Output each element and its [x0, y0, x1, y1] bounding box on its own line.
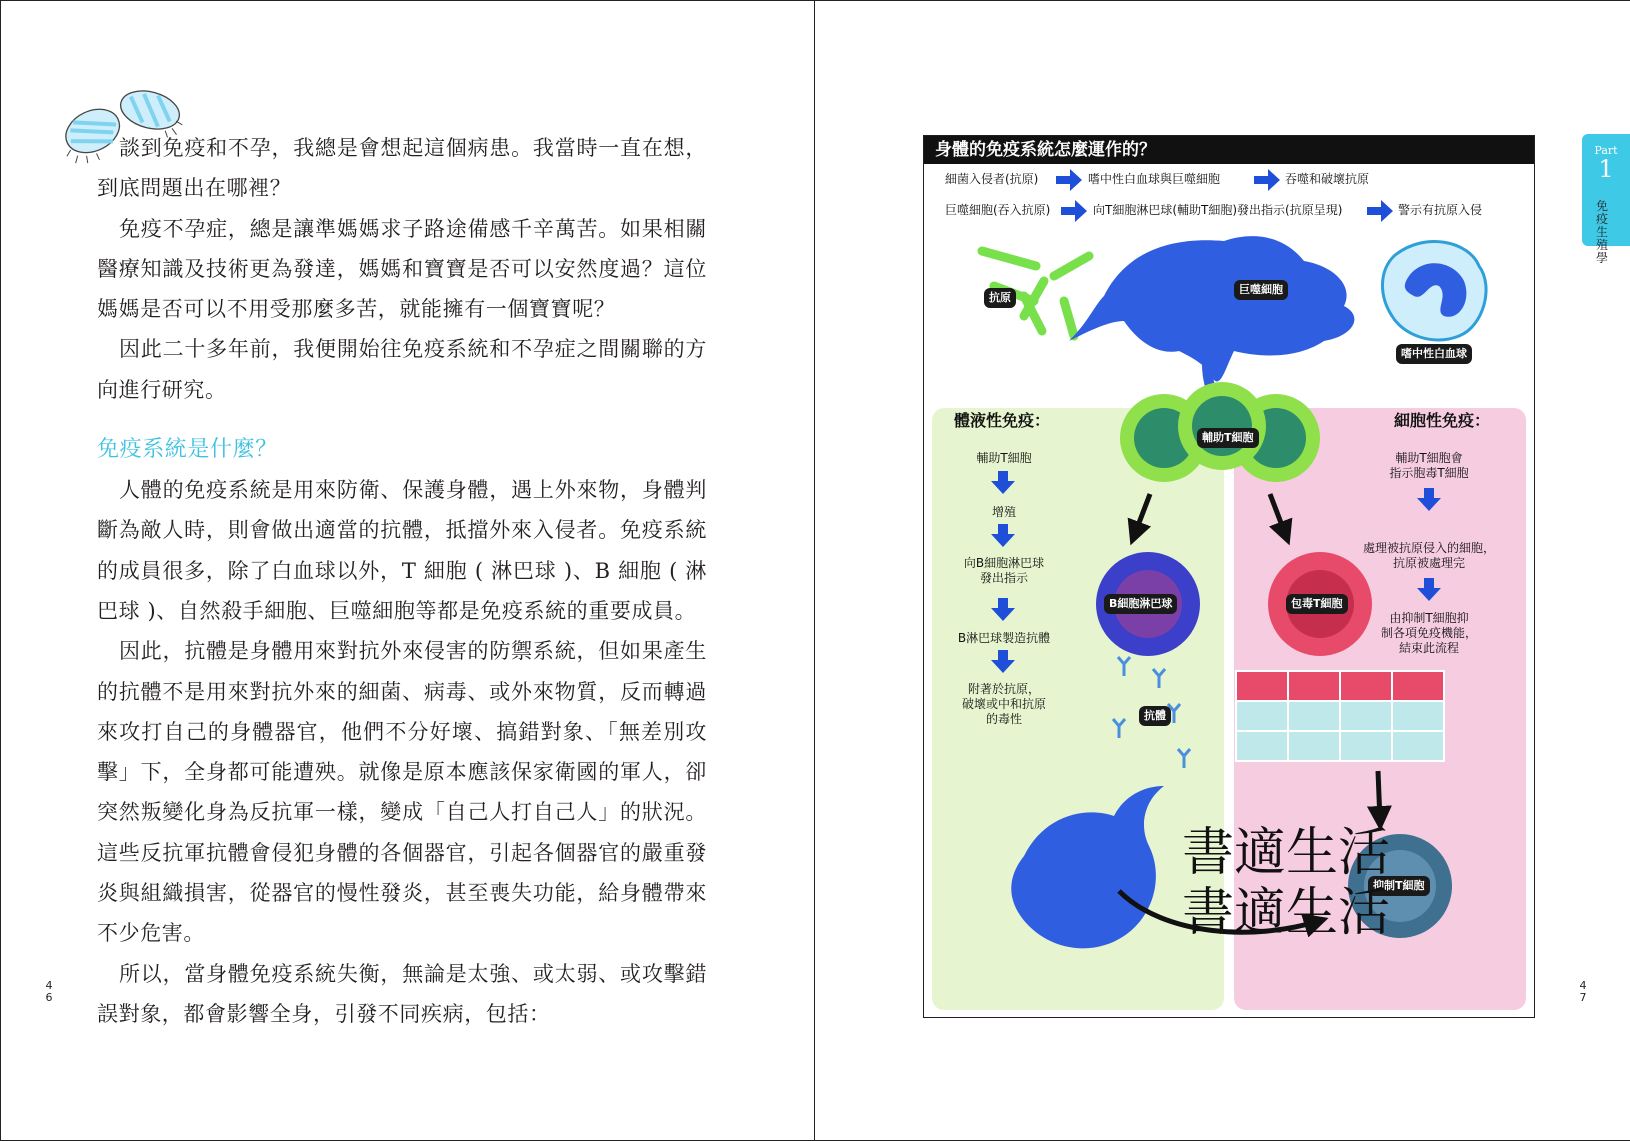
humoral-step: B淋巴球製造抗體 — [957, 631, 1051, 645]
tissue-cells-shape — [1236, 671, 1444, 761]
b-cell-label: B細胞淋巴球 — [1104, 594, 1177, 614]
flow-step: 細菌入侵者(抗原) — [945, 172, 1039, 186]
flow-step: 向T細胞淋巴球(輔助T細胞)發出指示(抗原呈現) — [1093, 203, 1343, 217]
paragraph: 所以，當身體免疫系統失衡，無論是太強、或太弱、或攻擊錯誤對象，都會影響全身，引發不同疾病，包括： — [97, 961, 707, 1026]
watermark-1: 書適生活 — [1182, 823, 1391, 883]
paragraph: 免疫不孕症，總是讓準媽媽求子路途備感千辛萬苦。如果相關醫療知識及技術更為發達，媽媽和寶寶是否可以安然度過？這位媽媽是否可以不用受那麼多苦，就能擁有一個寶寶呢？ — [97, 216, 707, 322]
cytotoxic-t-label: 包毒T細胞 — [1286, 594, 1348, 614]
cellular-step: 處理被抗原侵入的細胞， 抗原被處理完 — [1362, 541, 1495, 570]
helper-t-label: 輔助T細胞 — [1197, 428, 1259, 448]
body-text — [97, 128, 707, 1034]
flow-step: 嗜中性白血球與巨噬細胞 — [1088, 172, 1221, 186]
humoral-step: 附著於抗原， 破壞或中和抗原 的毒性 — [961, 682, 1046, 726]
antibody-label: 抗體 — [1139, 706, 1171, 726]
paragraph: 因此，抗體是身體用來對抗外來侵害的防禦系統，但如果產生的抗體不是用來對抗外來的細菌、病毒、或外來物質，反而轉過來攻打自己的身體器官，他們不分好壞、搞錯對象、「無差別攻擊」下，全身都可能遭殃。就像是原本應該保家衛國的軍人，卻突然叛變化身為反抗軍一樣，變成「自己人打自己人」的狀況。這些反抗軍抗體會侵犯身體的各個器官，引起各個器官的嚴重發炎與組織損害，從器官的慢性發炎，甚至喪失功能，給身體帶來不少危害。 — [97, 639, 707, 946]
flow-step: 警示有抗原入侵 — [1398, 203, 1483, 217]
antigen-label: 抗原 — [984, 288, 1016, 308]
neutrophil-label: 嗜中性白血球 — [1396, 344, 1472, 364]
figure-title: 身體的免疫系統怎麼運作的？ — [924, 136, 1534, 164]
macrophage-label: 巨噬細胞 — [1234, 280, 1288, 300]
humoral-step: 向B細胞淋巴球 發出指示 — [963, 556, 1045, 585]
humoral-heading: 體液性免疫： — [954, 411, 1051, 430]
section-heading: 免疫系統是什麼？ — [97, 437, 278, 463]
page-number-right: 4 7 — [1579, 979, 1587, 1004]
cellular-step: 由抑制T細胞抑 制各項免疫機能， 結束此流程 — [1380, 611, 1477, 655]
humoral-step: 輔助T細胞 — [976, 451, 1032, 465]
paragraph: 談到免疫和不孕，我總是會想起這個病患。我當時一直在想，到底問題出在哪裡？ — [97, 136, 707, 201]
cellular-heading: 細胞性免疫： — [1394, 411, 1491, 430]
flow-step: 巨噬細胞(吞入抗原) — [945, 203, 1051, 217]
section-side-title: 免疫生殖學 — [1595, 199, 1608, 265]
flow-step: 吞噬和破壞抗原 — [1285, 172, 1370, 186]
page-number-left: 4 6 — [45, 979, 53, 1004]
suppressor-t-label: 抑制T細胞 — [1368, 876, 1430, 896]
paragraph: 因此二十多年前，我便開始往免疫系統和不孕症之間關聯的方向進行研究。 — [97, 337, 707, 402]
humoral-step: 增殖 — [991, 505, 1016, 519]
watermark-2: 書適生活 — [1182, 883, 1391, 943]
neutrophil-shape — [1382, 242, 1486, 340]
immune-system-figure — [923, 135, 1535, 1018]
paragraph: 人體的免疫系統是用來防衛、保護身體，遇上外來物，身體判斷為敵人時，則會做出適當的抗體，抵擋外來入侵者。免疫系統的成員很多，除了白血球以外，T 細胞 ( 淋巴球 )、B 細胞 ( 淋巴球 )、自然殺手細胞、巨噬細胞等都是免疫系統的重要成員。 — [97, 478, 707, 623]
part-tab: Part 1 — [1582, 134, 1630, 246]
cellular-step: 輔助T細胞會 指示胞毒T細胞 — [1389, 451, 1469, 480]
